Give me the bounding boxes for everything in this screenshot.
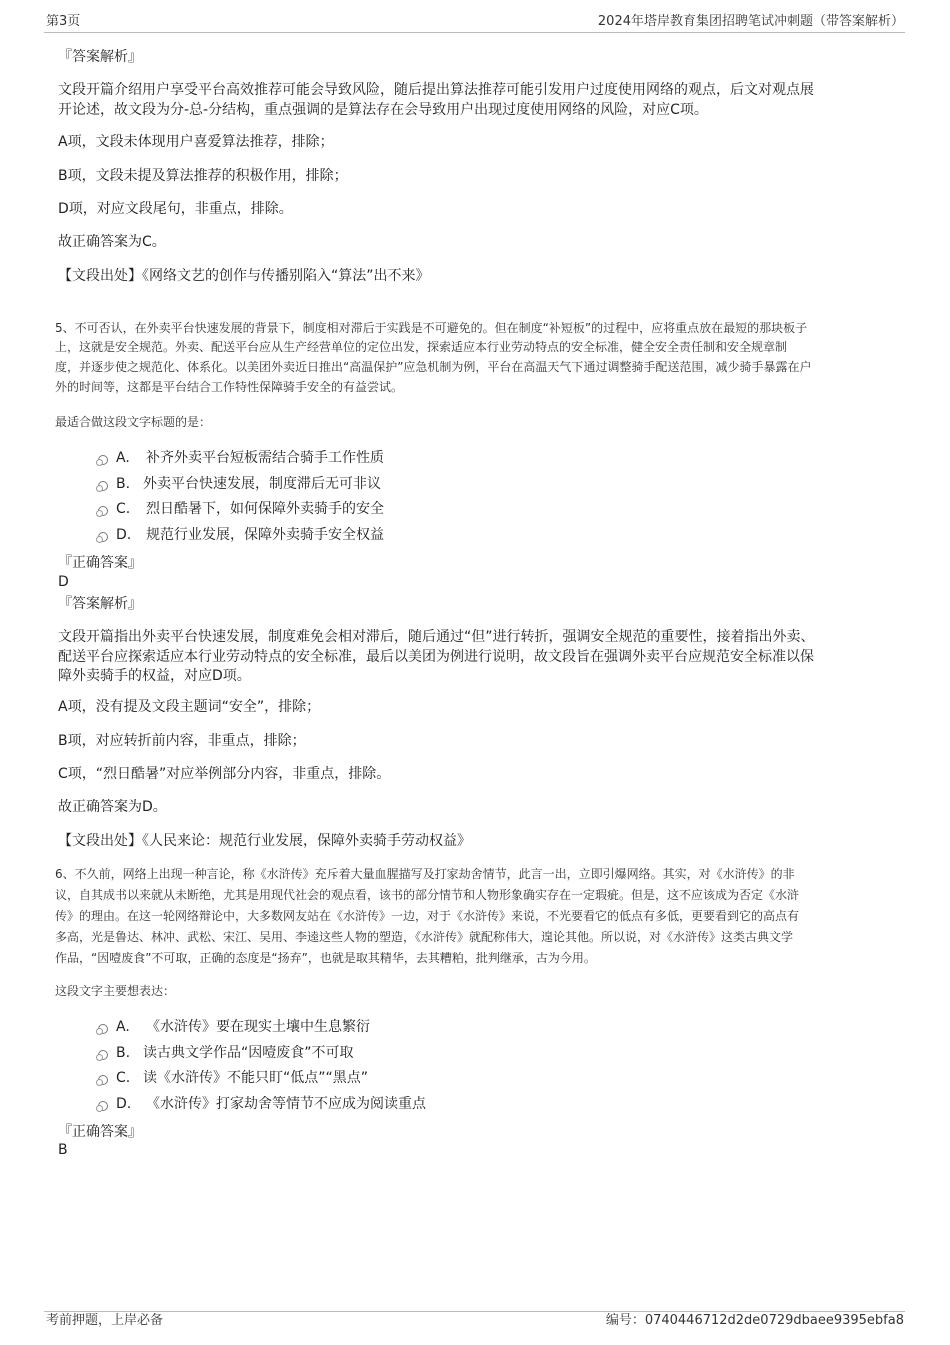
- question-text: 5、不可否认，在外卖平台快速发展的背景下，制度相对滞后于实践是不可避免的。但在制度“补短板”的过程中，应将重点放在最短的那块板子: [55, 321, 808, 335]
- analysis-note: B项，文段未提及算法推荐的积极作用，排除；: [58, 168, 348, 184]
- option-text: 《水浒传》打家劫舍等情节不应成为阅读重点: [146, 1096, 426, 1112]
- analysis-line: 文段开篇介绍用户享受平台高效推荐可能会导致风险，随后提出算法推荐可能引发用户过度使用网络的观点，后文对观点展: [58, 82, 814, 98]
- question-text: 上，这就是安全规范。外卖、配送平台应从生产经营单位的定位出发，探索适应本行业劳动特点的安全标准，健全安全责任制和安全规章制: [55, 340, 788, 354]
- question-text: 度，并逐步使之规范化、体系化。以美团外卖近日推出“高温保护”应急机制为例，平台在高温天气下通过调整骑手配送范围，减少骑手暴露在户: [55, 360, 812, 374]
- radio-icon[interactable]: [98, 455, 108, 465]
- question-text: 传》的理由。在这一轮网络辩论中，大多数网友站在《水浒传》一边，对于《水浒传》来说，不光要看它的低点有多低，更要看到它的高点有: [55, 909, 800, 923]
- question-text: 外的时间等，这都是平台结合工作特性保障骑手安全的有益尝试。: [55, 380, 404, 394]
- answer-conclusion: 故正确答案为D。: [58, 799, 167, 815]
- answer-conclusion: 故正确答案为C。: [58, 234, 166, 250]
- analysis-note: B项，对应转折前内容，非重点，排除；: [58, 733, 306, 749]
- question-text: 多高，光是鲁达、林冲、武松、宋江、吴用、李逵这些人物的塑造，《水浒传》就配称伟大，遑论其他。所以说，对《水浒传》这类古典文学: [55, 930, 794, 944]
- correct-answer: B: [58, 1142, 68, 1158]
- option-key: A.: [116, 1019, 130, 1035]
- option-text: 读《水浒传》不能只盯“低点”“黑点”: [143, 1070, 369, 1086]
- radio-icon[interactable]: [98, 1075, 108, 1085]
- question-prompt: 这段文字主要想表达：: [55, 984, 176, 998]
- correct-answer-label: 『正确答案』: [58, 555, 142, 571]
- option-key: C.: [116, 501, 131, 517]
- analysis-note: C项，“烈日酷暑”对应举例部分内容，非重点，排除。: [58, 766, 391, 782]
- analysis-note: A项，文段未体现用户喜爱算法推荐，排除；: [58, 134, 334, 150]
- option-key: B.: [116, 1045, 131, 1061]
- analysis-line: 开论述，故文段为分-总-分结构，重点强调的是算法存在会导致用户出现过度使用网络的风险，对应C项。: [58, 102, 708, 118]
- option-key: B.: [116, 476, 131, 492]
- analysis-note: A项，没有提及文段主题词“安全”，排除；: [58, 699, 321, 715]
- radio-icon[interactable]: [98, 506, 108, 516]
- question-text: 议，自其成书以来就从未断绝，尤其是用现代社会的观点看，该书的部分情节和人物形象确实存在一定瑕疵。但是，这不应该成为否定《水浒: [55, 888, 800, 902]
- radio-icon[interactable]: [98, 481, 108, 491]
- analysis-line: 障外卖骑手的权益，对应D项。: [58, 668, 251, 684]
- document-title: 2024年塔岸教育集团招聘笔试冲刺题（带答案解析）: [597, 14, 904, 29]
- question-text: 作品，“因噎废食”不可取，正确的态度是“扬弃”，也就是取其精华，去其糟粕，批判继承，古为今用。: [55, 951, 596, 965]
- analysis-note: D项，对应文段尾句，非重点，排除。: [58, 201, 293, 217]
- option-text: 外卖平台快速发展，制度滞后无可非议: [143, 476, 381, 492]
- analysis-label: 『答案解析』: [58, 596, 142, 612]
- option-text: 规范行业发展，保障外卖骑手安全权益: [146, 527, 384, 543]
- question-prompt: 最适合做这段文字标题的是：: [55, 415, 212, 429]
- option-text: 《水浒传》要在现实土壤中生息繁衍: [146, 1019, 370, 1035]
- option-key: D.: [116, 1096, 132, 1112]
- page-number: 第3页: [46, 14, 81, 29]
- analysis-label: 『答案解析』: [58, 49, 142, 65]
- source-citation: 【文段出处】《人民来论：规范行业发展，保障外卖骑手劳动权益》: [58, 833, 471, 849]
- document-id: 编号：0740446712d2de0729dbaee9395ebfa8: [605, 1313, 904, 1328]
- footer-slogan: 考前押题，上岸必备: [46, 1313, 164, 1328]
- option-text: 烈日酷暑下，如何保障外卖骑手的安全: [146, 501, 384, 517]
- header-divider: [44, 32, 905, 33]
- analysis-line: 配送平台应探索适应本行业劳动特点的安全标准，最后以美团为例进行说明，故文段旨在强调外卖平台应规范安全标准以保: [58, 649, 814, 665]
- correct-answer-label: 『正确答案』: [58, 1124, 142, 1140]
- option-text: 补齐外卖平台短板需结合骑手工作性质: [146, 450, 384, 466]
- radio-icon[interactable]: [98, 1024, 108, 1034]
- correct-answer: D: [58, 574, 69, 590]
- radio-icon[interactable]: [98, 532, 108, 542]
- question-text: 6、不久前，网络上出现一种言论，称《水浒传》充斥着大量血腥描写及打家劫舍情节，此言一出，立即引爆网络。其实，对《水浒传》的非: [55, 867, 795, 881]
- option-key: D.: [116, 527, 132, 543]
- option-key: A.: [116, 450, 130, 466]
- radio-icon[interactable]: [98, 1050, 108, 1060]
- source-citation: 【文段出处】《网络文艺的创作与传播别陷入“算法”出不来》: [58, 268, 430, 284]
- analysis-line: 文段开篇指出外卖平台快速发展，制度难免会相对滞后，随后通过“但”进行转折，强调安全规范的重要性，接着指出外卖、: [58, 629, 815, 645]
- option-key: C.: [116, 1070, 131, 1086]
- option-text: 读古典文学作品“因噎废食”不可取: [143, 1045, 354, 1061]
- radio-icon[interactable]: [98, 1101, 108, 1111]
